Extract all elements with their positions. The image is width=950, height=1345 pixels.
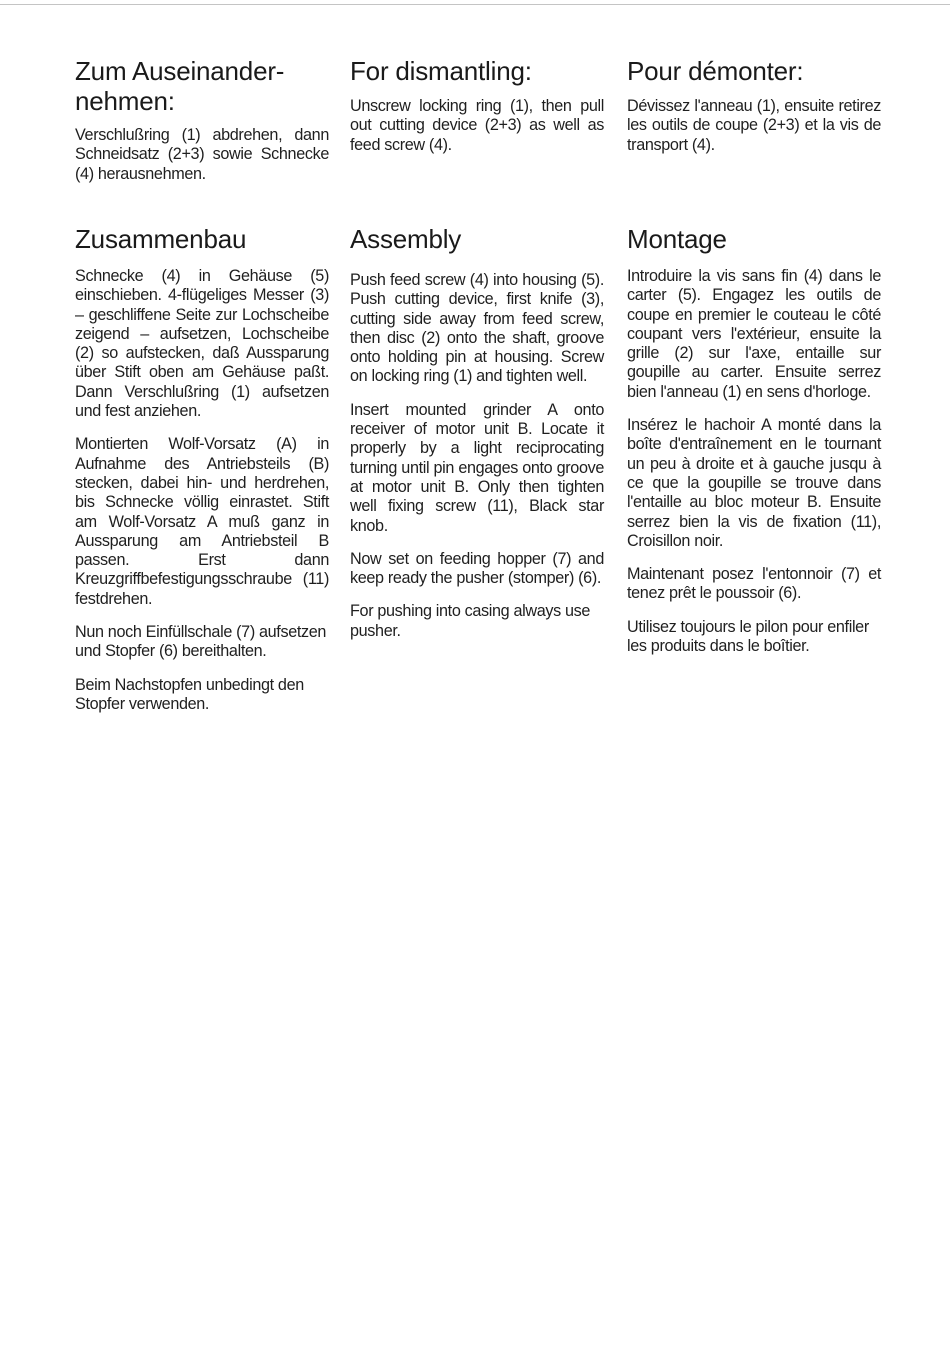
section-dismantling-de <box>75 56 329 198</box>
paragraph-assembly-de-4: Beim Nachstopfen unbedingt den Stopfer verwenden. <box>75 675 304 713</box>
top-border-rule <box>0 4 950 5</box>
paragraph-assembly-de-3: Nun noch Einfüllschale (7) aufsetzen und Stopfer (6) bereithalten. <box>75 623 327 661</box>
paragraph-dismantling-fr-1: Dévissez l'anneau (1), ensuite retirez les outils de coupe (2+3) et la vis de transport (4). <box>627 97 881 154</box>
heading-dismantling-en: For dismantling: <box>350 56 532 86</box>
paragraph-assembly-en-2: Insert mounted grinder A onto receiver of motor unit B. Locate it properly by a light reciprocating turning until pin engages onto groove at motor unit B. Only then tighten well fixing screw (11), Black star knob. <box>350 400 604 535</box>
heading-dismantling-de-text: Zum Auseinander-nehmen: <box>75 56 285 116</box>
section-assembly-de <box>75 224 329 728</box>
paragraph-assembly-fr-4: Utilisez toujours le pilon pour enfiler les produits dans le boîtier. <box>627 617 869 656</box>
paragraph-dismantling-en-1: Unscrew locking ring (1), then pull out cutting device (2+3) as well as feed screw (4). <box>350 97 604 154</box>
section-dismantling-fr <box>627 56 881 169</box>
heading-assembly-de: Zusammenbau <box>75 224 247 254</box>
section-dismantling-en <box>350 56 604 169</box>
section-assembly-en <box>350 224 604 655</box>
paragraph-assembly-en-3: Now set on feeding hopper (7) and keep ready the pusher (stomper) (6). <box>350 549 604 588</box>
heading-assembly-fr: Montage <box>627 224 727 254</box>
paragraph-assembly-fr-2: Insérez le hachoir A monté dans la boîte d'entraînement en le tournant un peu à droite et à gauche jusqu à ce que la goupille se trouve dans l'entaille au bloc moteur B. Ensuite serrez bien la vis de fixation (11), Croisillon noir. <box>627 416 881 550</box>
heading-dismantling-de <box>75 56 325 116</box>
heading-assembly-en: Assembly <box>350 224 462 254</box>
paragraph-assembly-en-4: For pushing into casing always use pusher. <box>350 602 591 640</box>
paragraph-assembly-fr-3: Maintenant posez l'entonnoir (7) et tenez prêt le poussoir (6). <box>627 565 881 603</box>
paragraph-assembly-fr-1: Introduire la vis sans fin (4) dans le carter (5). Engagez les outils de coupe en premier le couteau le côté coupant vers l'extérieur, ensuite la grille (2) sur l'axe, entaille sur goupille au carter. Ensuite serrez bien l'anneau (1) en sens d'horloge. <box>627 267 881 401</box>
paragraph-assembly-en-1: Push feed screw (4) into housing (5). Push cutting device, first knife (3), cutting side away from feed screw, then disc (2) onto the shaft, groove onto holding pin at housing. Screw on locking ring (1) and tighten well. <box>350 271 604 386</box>
section-assembly-fr <box>627 224 881 670</box>
paragraph-assembly-de-1: Schnecke (4) in Gehäuse (5) einschieben. 4-flügeliges Messer (3) – geschliffene Seite zur Lochscheibe zeigend – aufsetzen, Lochscheibe (2) so aufstecken, daß Aussparung über Stift oben am Gehäuse paßt. Dann Verschlußring (1) aufsetzen und fest anziehen. <box>75 267 329 421</box>
heading-dismantling-fr: Pour démonter: <box>627 56 804 86</box>
paragraph-assembly-de-2: Montierten Wolf-Vorsatz (A) in Aufnahme des Antriebsteils (B) stecken, dabei hin- und herdrehen, bis Schnecke völlig einrastet. Stift am Wolf-Vorsatz A muß ganz in Aussparung am Antriebsteil B passen. Erst dann Kreuzgriffbefestigungsschraube (11) festdrehen. <box>75 435 329 608</box>
paragraph-dismantling-de-1: Verschlußring (1) abdrehen, dann Schneidsatz (2+3) sowie Schnecke (4) herausnehmen. <box>75 126 329 183</box>
